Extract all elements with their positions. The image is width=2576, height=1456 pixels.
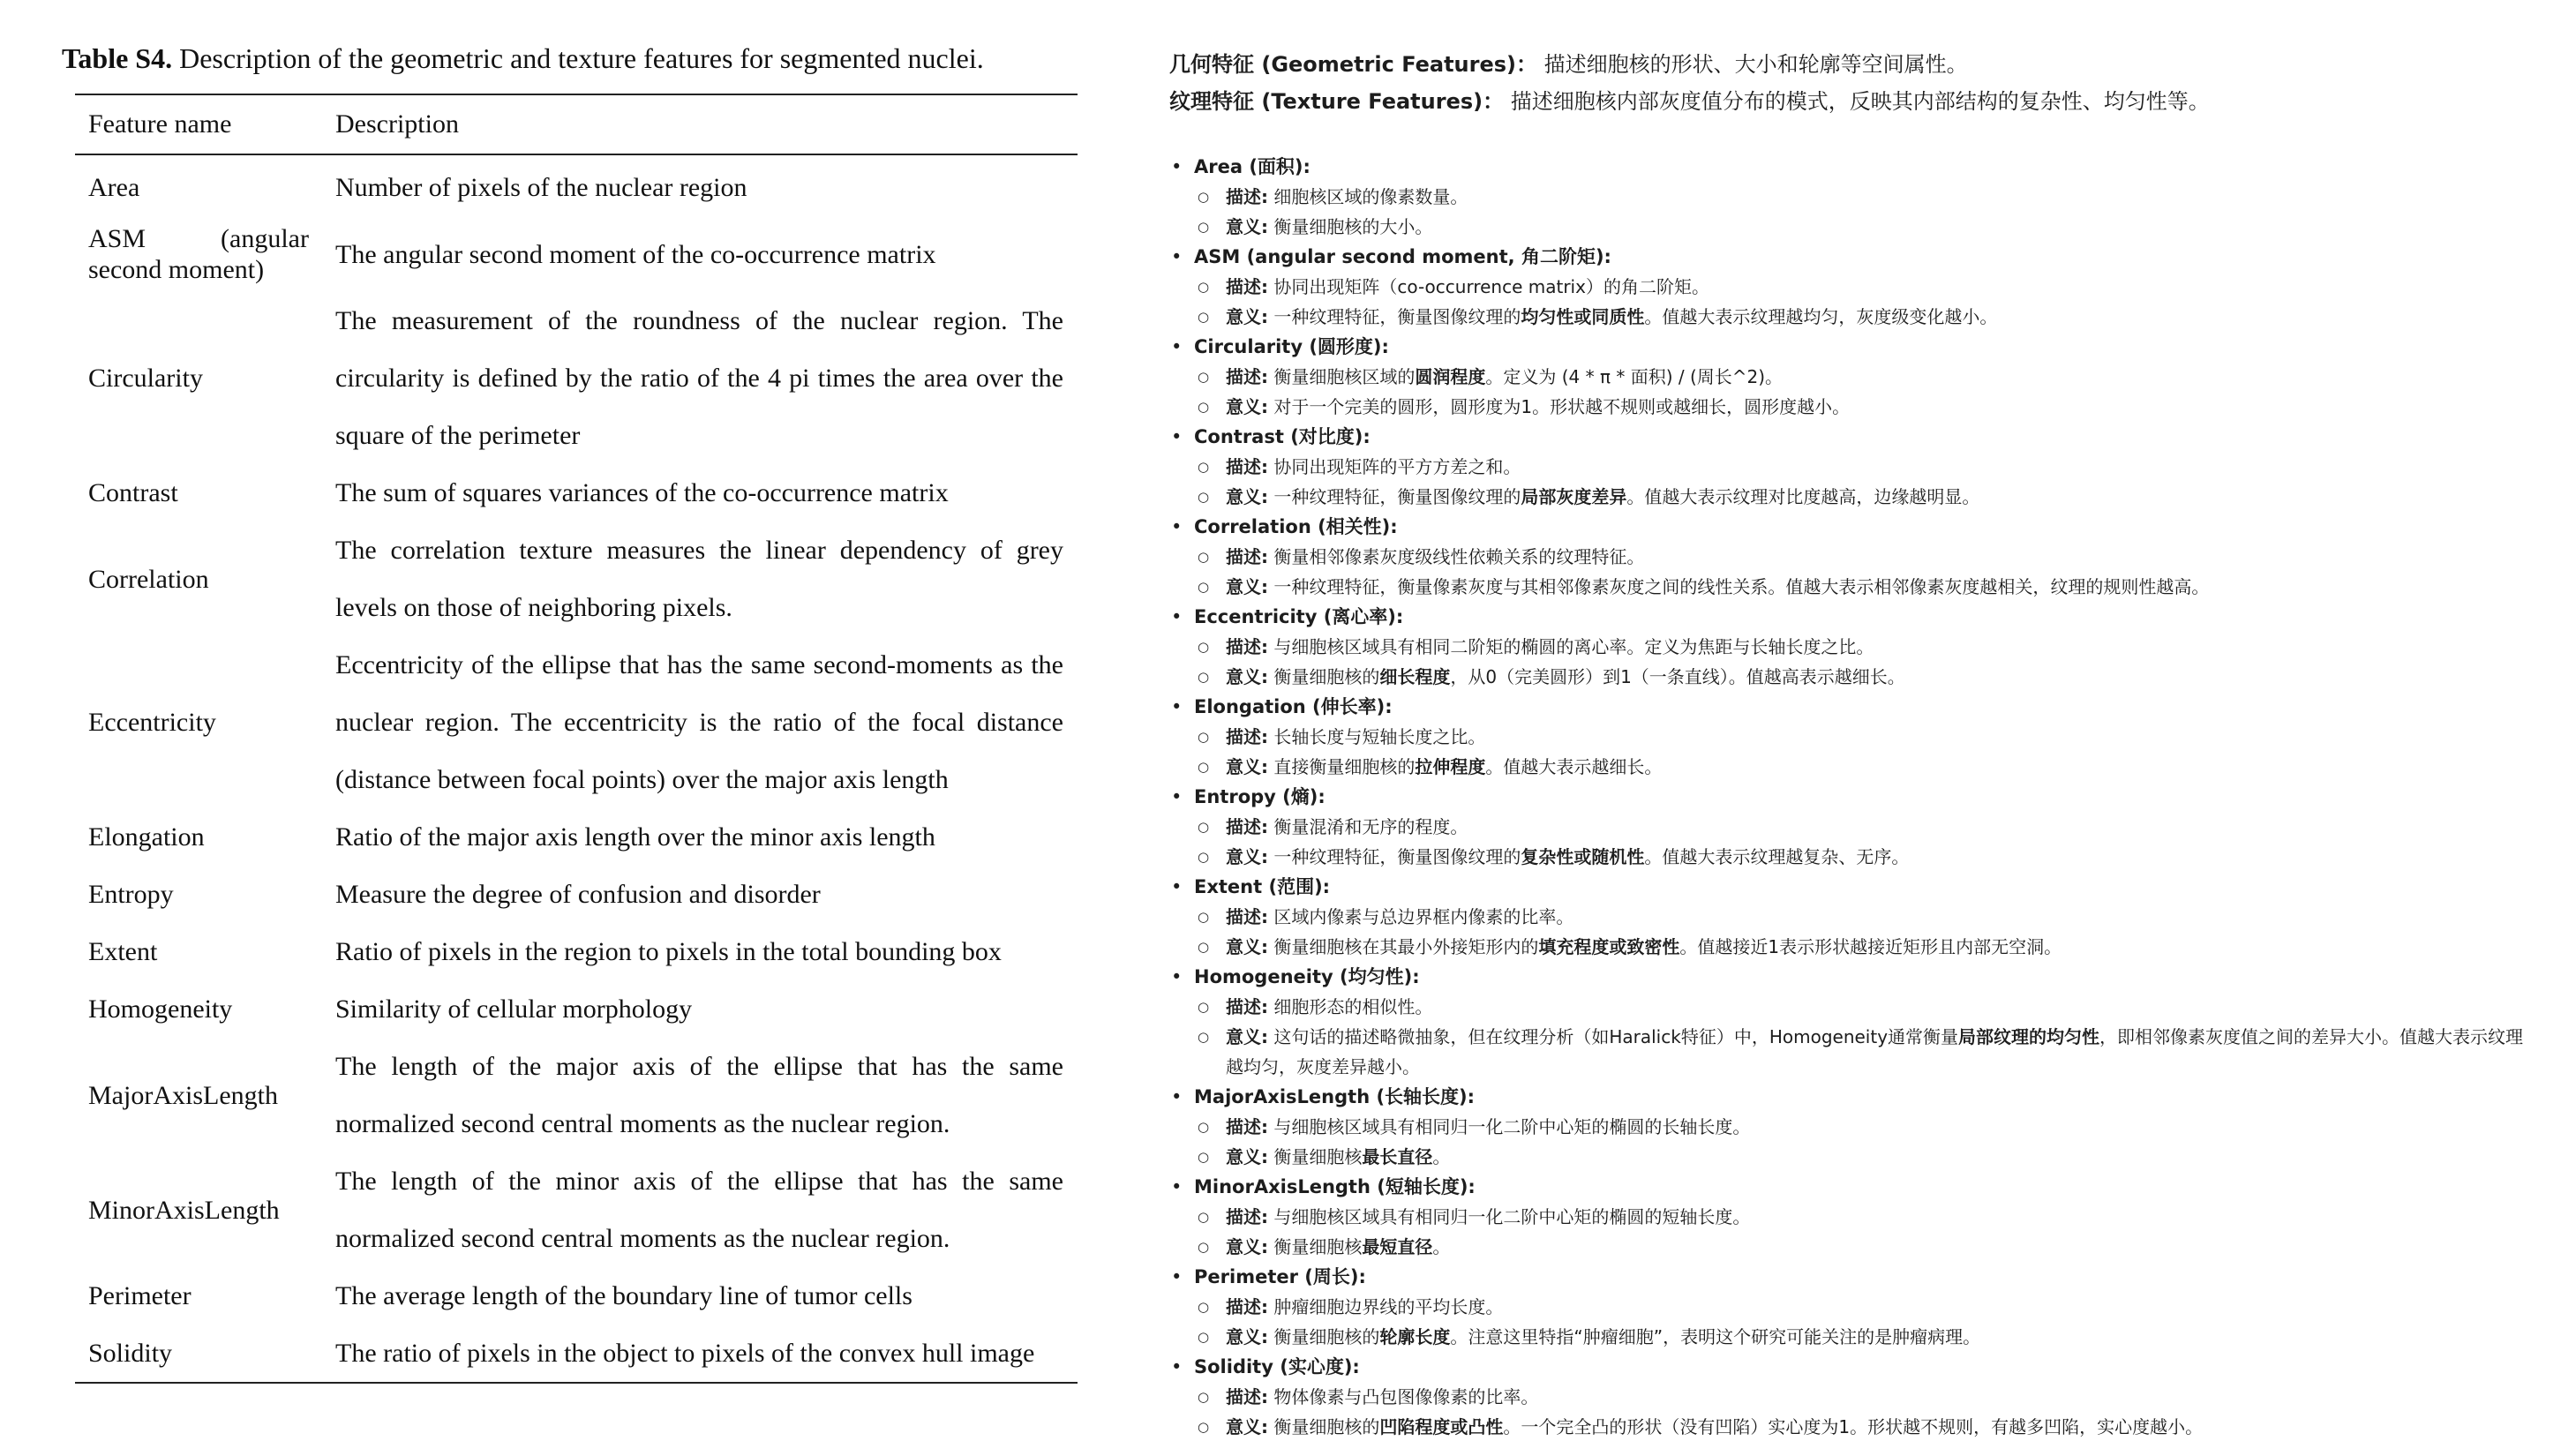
feature-name-cell: Perimeter bbox=[88, 1281, 192, 1310]
table-row bbox=[75, 1325, 1078, 1383]
feature-description-cell: Similarity of cellular morphology bbox=[335, 994, 693, 1024]
feature-name-cell: MajorAxisLength bbox=[88, 1080, 278, 1110]
feature-name-cell: Circularity bbox=[88, 364, 203, 393]
feature-description-cell: Ratio of pixels in the region to pixels in the total bounding box bbox=[335, 937, 1002, 966]
description-text: 细胞形态的相似性。 bbox=[1268, 996, 1433, 1017]
description-text: 。定义为 (4 * π * 面积) / (周长^2)。 bbox=[1485, 366, 1784, 387]
description-text: 与细胞核区域具有相同二阶矩的椭圆的离心率。定义为焦距与长轴长度之比。 bbox=[1268, 636, 1874, 657]
description-key: 描述: bbox=[1226, 456, 1268, 477]
feature-note-title: • Eccentricity (离心率): bbox=[1194, 606, 1404, 627]
intro-texture-text: 描述细胞核内部灰度值分布的模式，反映其内部结构的复杂性、均匀性等。 bbox=[1504, 89, 2210, 114]
description-text: 长轴长度与短轴长度之比。 bbox=[1268, 726, 1486, 747]
feature-note-title: • Homogeneity (均匀性): bbox=[1194, 966, 1420, 987]
description-text: 衡量相邻像素灰度级线性依赖关系的纹理特征。 bbox=[1268, 546, 1645, 567]
description-text: 圆润程度 bbox=[1415, 366, 1486, 387]
feature-meaning-line bbox=[1226, 1232, 2564, 1262]
feature-description-cell: The ratio of pixels in the object to pixels of the convex hull image bbox=[322, 1325, 1078, 1383]
feature-note-item bbox=[1169, 152, 2564, 242]
description-key: 描述: bbox=[1226, 1296, 1268, 1317]
meaning-text: 。一个完全凸的形状（没有凹陷）实心度为1。形状越不规则，有越多凹陷，实心度越小。 bbox=[1503, 1416, 2204, 1437]
feature-note-title: • ASM (angular second moment, 角二阶矩): bbox=[1194, 246, 1611, 267]
feature-note-sublist bbox=[1194, 1202, 2564, 1262]
meaning-key: 意义: bbox=[1226, 576, 1268, 597]
description-key: 描述: bbox=[1226, 1386, 1268, 1407]
paper-table-section bbox=[60, 34, 1084, 1384]
feature-note-title: • Area (面积): bbox=[1194, 156, 1311, 177]
feature-note-item bbox=[1169, 692, 2564, 782]
intro-texture bbox=[1169, 83, 2564, 120]
meaning-text: 衡量细胞核的 bbox=[1268, 1416, 1380, 1437]
meaning-text: 一种纹理特征，衡量图像纹理的 bbox=[1268, 306, 1521, 327]
feature-note-item bbox=[1169, 1262, 2564, 1352]
meaning-text: 。值越大表示越细长。 bbox=[1485, 756, 1663, 777]
meaning-key: 意义: bbox=[1226, 666, 1268, 687]
meaning-text: 。 bbox=[1432, 1146, 1451, 1167]
meaning-text: 。值越接近1表示形状越接近矩形且内部无空洞。 bbox=[1679, 936, 2062, 957]
feature-note-title: • Elongation (伸长率): bbox=[1194, 696, 1393, 717]
feature-note-item bbox=[1169, 872, 2564, 962]
feature-description-line bbox=[1226, 632, 2564, 662]
feature-note-sublist bbox=[1194, 542, 2564, 602]
feature-description-line bbox=[1226, 722, 2564, 752]
feature-description-cell: The length of the major axis of the ellipse that has the same normalized second central moments as the nuclear region. bbox=[335, 1052, 1063, 1138]
feature-description-cell: The length of the minor axis of the ellipse that has the same normalized second central moments as the nuclear region. bbox=[335, 1167, 1063, 1253]
feature-note-title: • Solidity (实心度): bbox=[1194, 1356, 1360, 1377]
feature-table bbox=[75, 94, 1078, 1384]
feature-note-sublist bbox=[1194, 272, 2564, 332]
description-key: 描述: bbox=[1226, 1116, 1268, 1137]
feature-description-cell: The correlation texture measures the linear dependency of grey levels on those of neighboring pixels. bbox=[335, 536, 1063, 622]
description-key: 描述: bbox=[1226, 906, 1268, 927]
meaning-text: 。值越大表示纹理越复杂、无序。 bbox=[1644, 846, 1910, 867]
feature-meaning-line bbox=[1226, 392, 2564, 422]
notes-section bbox=[1169, 46, 2564, 1442]
feature-description-line bbox=[1226, 182, 2564, 212]
meaning-text: 最长直径 bbox=[1362, 1146, 1433, 1167]
description-key: 描述: bbox=[1226, 726, 1268, 747]
meaning-key: 意义: bbox=[1226, 396, 1268, 417]
meaning-text: 。值越大表示纹理对比度越高，边缘越明显。 bbox=[1626, 486, 1980, 507]
meaning-text: 填充程度或致密性 bbox=[1538, 936, 1680, 957]
feature-meaning-line bbox=[1226, 662, 2564, 692]
meaning-text: 轮廓长度 bbox=[1379, 1326, 1451, 1347]
feature-meaning-line bbox=[1226, 572, 2564, 602]
meaning-text: 衡量细胞核 bbox=[1268, 1146, 1363, 1167]
meaning-text: 凹陷程度或凸性 bbox=[1379, 1416, 1504, 1437]
feature-note-sublist bbox=[1194, 722, 2564, 782]
feature-name-cell: Entropy bbox=[88, 880, 174, 909]
description-text: 协同出现矩阵的平方方差之和。 bbox=[1268, 456, 1521, 477]
intro-texture-label: 纹理特征 (Texture Features)： bbox=[1169, 89, 1505, 114]
feature-note-item bbox=[1169, 1352, 2564, 1442]
meaning-text: 一种纹理特征，衡量图像纹理的 bbox=[1268, 846, 1521, 867]
feature-description-line bbox=[1226, 362, 2564, 392]
meaning-text: 细长程度 bbox=[1379, 666, 1451, 687]
meaning-key: 意义: bbox=[1226, 1146, 1268, 1167]
table-row bbox=[75, 1152, 1078, 1267]
meaning-text: 拉伸程度 bbox=[1415, 756, 1486, 777]
table-row bbox=[75, 216, 1078, 292]
feature-description-line bbox=[1226, 1382, 2564, 1412]
feature-note-sublist bbox=[1194, 1382, 2564, 1442]
feature-description-line bbox=[1226, 452, 2564, 482]
feature-note-sublist bbox=[1194, 992, 2564, 1082]
feature-description-cell: The measurement of the roundness of the nuclear region. The circularity is defined by the ratio of the 4 pi times the area over the square of the perimeter bbox=[335, 306, 1063, 450]
caption-label: Table S4. bbox=[62, 42, 173, 74]
feature-description-line bbox=[1226, 992, 2564, 1022]
meaning-key: 意义: bbox=[1226, 1236, 1268, 1257]
description-text: 协同出现矩阵（co-occurrence matrix）的角二阶矩。 bbox=[1268, 276, 1709, 297]
feature-name-cell: Eccentricity bbox=[88, 708, 216, 737]
feature-description-line bbox=[1226, 1112, 2564, 1142]
feature-description-line bbox=[1226, 542, 2564, 572]
feature-description-cell: The sum of squares variances of the co-occurrence matrix bbox=[335, 478, 949, 507]
description-text: 衡量细胞核区域的 bbox=[1268, 366, 1416, 387]
table-row bbox=[75, 866, 1078, 923]
feature-description-cell: The angular second moment of the co-occurrence matrix bbox=[335, 239, 936, 269]
header-feature-name: Feature name bbox=[75, 94, 322, 154]
feature-description-line bbox=[1226, 1202, 2564, 1232]
feature-description-cell: Eccentricity of the ellipse that has the same second-moments as the nuclear region. The eccentricity is the ratio of the focal distance (distance between focal points) over the major axis length bbox=[335, 650, 1063, 794]
feature-description-line bbox=[1226, 272, 2564, 302]
meaning-text: 。值越大表示纹理越均匀，灰度级变化越小。 bbox=[1644, 306, 1998, 327]
description-key: 描述: bbox=[1226, 996, 1268, 1017]
feature-note-title: • Contrast (对比度): bbox=[1194, 426, 1371, 447]
meaning-text: 最短直径 bbox=[1362, 1236, 1433, 1257]
meaning-key: 意义: bbox=[1226, 306, 1268, 327]
feature-meaning-line bbox=[1226, 752, 2564, 782]
feature-name-cell: Elongation bbox=[88, 822, 205, 852]
feature-name-cell: Contrast bbox=[88, 478, 178, 507]
meaning-text: 局部纹理的均匀性 bbox=[1958, 1026, 2100, 1047]
feature-note-item bbox=[1169, 422, 2564, 512]
feature-meaning-line bbox=[1226, 1142, 2564, 1172]
description-key: 描述: bbox=[1226, 1206, 1268, 1227]
meaning-text: ，即相邻像素灰度值之间的差异大小。值越大表示纹理越均匀，灰度差异越小。 bbox=[1226, 1026, 2524, 1077]
feature-note-item bbox=[1169, 1172, 2564, 1262]
feature-note-sublist bbox=[1194, 632, 2564, 692]
intro-geometric-text: 描述细胞核的形状、大小和轮廓等空间属性。 bbox=[1537, 52, 1968, 77]
feature-note-sublist bbox=[1194, 362, 2564, 422]
feature-description-cell: Ratio of the major axis length over the minor axis length bbox=[335, 822, 935, 852]
table-row bbox=[75, 1038, 1078, 1152]
feature-note-title: • Correlation (相关性): bbox=[1194, 516, 1398, 537]
feature-meaning-line bbox=[1226, 1412, 2564, 1442]
meaning-text: 衡量细胞核 bbox=[1268, 1236, 1363, 1257]
meaning-text: 。注意这里特指“肿瘤细胞”，表明这个研究可能关注的是肿瘤病理。 bbox=[1450, 1326, 1981, 1347]
table-row bbox=[75, 808, 1078, 866]
meaning-key: 意义: bbox=[1226, 216, 1268, 237]
feature-meaning-line bbox=[1226, 302, 2564, 332]
feature-note-sublist bbox=[1194, 902, 2564, 962]
description-key: 描述: bbox=[1226, 816, 1268, 837]
meaning-key: 意义: bbox=[1226, 1416, 1268, 1437]
feature-note-item bbox=[1169, 782, 2564, 872]
meaning-text: 衡量细胞核的 bbox=[1268, 1326, 1380, 1347]
feature-name-cell: Solidity bbox=[75, 1325, 322, 1383]
table-caption bbox=[62, 34, 1084, 83]
description-text: 区域内像素与总边界框内像素的比率。 bbox=[1268, 906, 1574, 927]
feature-name-cell: Correlation bbox=[88, 564, 209, 594]
feature-description-cell: Measure the degree of confusion and disorder bbox=[335, 880, 821, 909]
table-body bbox=[75, 154, 1078, 1383]
table-row bbox=[75, 980, 1078, 1038]
meaning-key: 意义: bbox=[1226, 1326, 1268, 1347]
feature-note-title: • Extent (范围): bbox=[1194, 876, 1331, 897]
feature-description-line bbox=[1226, 812, 2564, 842]
table-row bbox=[75, 464, 1078, 522]
meaning-key: 意义: bbox=[1226, 756, 1268, 777]
intro-geometric bbox=[1169, 46, 2564, 83]
feature-note-item bbox=[1169, 602, 2564, 692]
feature-note-item bbox=[1169, 1082, 2564, 1172]
meaning-key: 意义: bbox=[1226, 486, 1268, 507]
feature-name-cell: MinorAxisLength bbox=[88, 1195, 280, 1225]
caption-text: Description of the geometric and texture features for segmented nuclei. bbox=[172, 42, 984, 74]
meaning-text: ，从0（完美圆形）到1（一条直线）。值越高表示越细长。 bbox=[1450, 666, 1905, 687]
feature-note-item bbox=[1169, 242, 2564, 332]
meaning-key: 意义: bbox=[1226, 936, 1268, 957]
feature-note-item bbox=[1169, 332, 2564, 422]
meaning-text: 复杂性或随机性 bbox=[1521, 846, 1645, 867]
description-key: 描述: bbox=[1226, 366, 1268, 387]
feature-name-cell: Homogeneity bbox=[88, 994, 233, 1024]
feature-note-item bbox=[1169, 962, 2564, 1082]
meaning-text: 局部灰度差异 bbox=[1521, 486, 1627, 507]
feature-note-sublist bbox=[1194, 1292, 2564, 1352]
table-row bbox=[75, 522, 1078, 636]
meaning-text: 一种纹理特征，衡量像素灰度与其相邻像素灰度之间的线性关系。值越大表示相邻像素灰度越相关，纹理的规则性越高。 bbox=[1268, 576, 2210, 597]
feature-note-title: • MinorAxisLength (短轴长度): bbox=[1194, 1176, 1476, 1197]
description-key: 描述: bbox=[1226, 186, 1268, 207]
feature-note-sublist bbox=[1194, 182, 2564, 242]
feature-note-title: • Entropy (熵): bbox=[1194, 786, 1326, 807]
description-text: 细胞核区域的像素数量。 bbox=[1268, 186, 1468, 207]
feature-notes-list bbox=[1169, 152, 2564, 1442]
table-row bbox=[75, 292, 1078, 464]
meaning-text: 对于一个完美的圆形，圆形度为1。形状越不规则或越细长，圆形度越小。 bbox=[1268, 396, 1851, 417]
feature-name-cell: Area bbox=[88, 173, 140, 202]
meaning-text: 衡量细胞核的大小。 bbox=[1268, 216, 1433, 237]
meaning-text: 均匀性或同质性 bbox=[1521, 306, 1645, 327]
meaning-key: 意义: bbox=[1226, 1026, 1268, 1047]
feature-note-title: • MajorAxisLength (长轴长度): bbox=[1194, 1086, 1476, 1107]
feature-note-sublist bbox=[1194, 812, 2564, 872]
description-text: 衡量混淆和无序的程度。 bbox=[1268, 816, 1468, 837]
header-description: Description bbox=[322, 94, 1078, 154]
meaning-key: 意义: bbox=[1226, 846, 1268, 867]
meaning-text: 衡量细胞核在其最小外接矩形内的 bbox=[1268, 936, 1539, 957]
feature-meaning-line bbox=[1226, 932, 2564, 962]
feature-note-item bbox=[1169, 512, 2564, 602]
table-row bbox=[75, 923, 1078, 980]
feature-note-title: • Perimeter (周长): bbox=[1194, 1266, 1366, 1287]
meaning-text: 这句话的描述略微抽象，但在纹理分析（如Haralick特征）中，Homogeneity通常衡量 bbox=[1268, 1026, 1959, 1047]
feature-meaning-line bbox=[1226, 1322, 2564, 1352]
meaning-text: 衡量细胞核的 bbox=[1268, 666, 1380, 687]
feature-note-title: • Circularity (圆形度): bbox=[1194, 336, 1389, 357]
feature-meaning-line bbox=[1226, 842, 2564, 872]
intro-geometric-label: 几何特征 (Geometric Features)： bbox=[1169, 52, 1538, 77]
description-text: 肿瘤细胞边界线的平均长度。 bbox=[1268, 1296, 1504, 1317]
description-key: 描述: bbox=[1226, 546, 1268, 567]
description-key: 描述: bbox=[1226, 276, 1268, 297]
table-row bbox=[75, 1267, 1078, 1325]
feature-name-cell: ASM (angular second moment) bbox=[88, 224, 309, 284]
feature-name-cell: Extent bbox=[88, 937, 158, 966]
feature-note-sublist bbox=[1194, 452, 2564, 512]
feature-meaning-line bbox=[1226, 1022, 2532, 1082]
table-header-row bbox=[75, 94, 1078, 154]
table-row bbox=[75, 154, 1078, 216]
description-text: 物体像素与凸包图像像素的比率。 bbox=[1268, 1386, 1539, 1407]
feature-description-line bbox=[1226, 902, 2564, 932]
meaning-text: 。 bbox=[1432, 1236, 1451, 1257]
feature-description-line bbox=[1226, 1292, 2564, 1322]
description-text: 与细胞核区域具有相同归一化二阶中心矩的椭圆的长轴长度。 bbox=[1268, 1116, 1751, 1137]
feature-description-cell: The average length of the boundary line of tumor cells bbox=[335, 1281, 912, 1310]
feature-description-cell: Number of pixels of the nuclear region bbox=[335, 173, 747, 202]
meaning-text: 直接衡量细胞核的 bbox=[1268, 756, 1416, 777]
description-text: 与细胞核区域具有相同归一化二阶中心矩的椭圆的短轴长度。 bbox=[1268, 1206, 1751, 1227]
feature-meaning-line bbox=[1226, 482, 2564, 512]
meaning-text: 一种纹理特征，衡量图像纹理的 bbox=[1268, 486, 1521, 507]
table-row bbox=[75, 636, 1078, 808]
feature-meaning-line bbox=[1226, 212, 2564, 242]
description-key: 描述: bbox=[1226, 636, 1268, 657]
feature-note-sublist bbox=[1194, 1112, 2564, 1172]
